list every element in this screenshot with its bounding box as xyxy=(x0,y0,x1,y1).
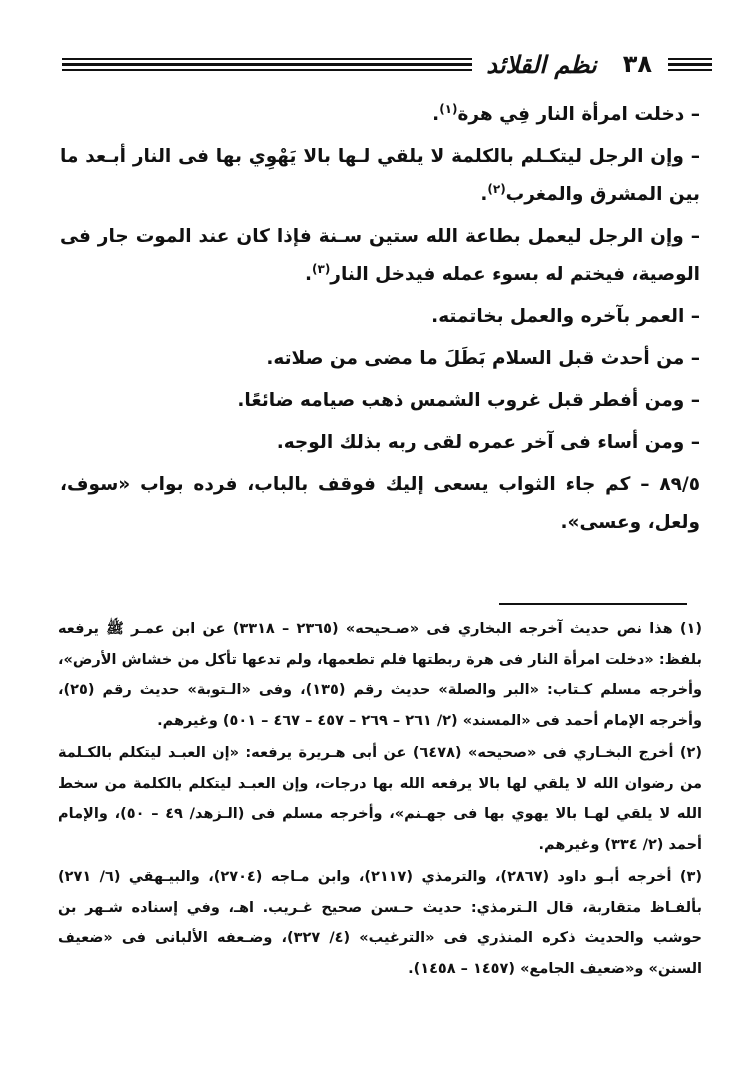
footnote-marker: (٢) xyxy=(487,181,506,196)
footnote-marker: (١) xyxy=(439,101,458,116)
footnote-3: (٣) أخرجه أبـو داود (٢٨٦٧)، والترمذي (٢١١٧)، وابن مـاجه (٢٧٠٤)، والبيـهقي (٦/ ٢٧١) بألفـاظ متقاربة، قال الـترمذي: حديث حـسن صحيح غـريب. اهـ، وفي إسناده شـهر بن حوشب والحديث ذكره المنذري فى «الترغيب» (٤/ ٣٢٧)، وضـعفه الألبانى فى «ضعيف السنن» و«ضعيف الجامع» (١٤٥٧ – ١٤٥٨). xyxy=(58,869,703,977)
text-line: – ومن أفطر قبل غروب الشمس ذهب صيامه ضائعًا. xyxy=(237,390,700,411)
saying-89-5: ٨٩/٥ – كم جاء الثواب يسعى إليك فوقف بالباب، فرده بواب «سوف، ولعل، وعسى». xyxy=(60,474,700,533)
header-rule-long xyxy=(62,58,472,71)
footnote-1: (١) هذا نص حديث آخرجه البخاري فى «صـحيحه» (٢٣٦٥ – ٣٣١٨) عن ابن عمـر ﷺ يرفعه بلفظ: «دخلت امرأة النار فى هرة ربطتها فلم تطعمها، ولم تدعها تأكل من خشاش الأرض»، وأخرجه مسلم كـتاب: «البر والصلة» حديث رقم (١٣٥)، وفى «الـتوبة» حديث رقم (٢٥)، وأخرجه الإمام أحمد فى «المسند» (٢/ ٢٦١ – ٢٦٩ – ٤٥٧ – ٤٦٧ – ٥٠١) وغيرهم. xyxy=(58,621,703,729)
page-header xyxy=(62,44,712,84)
text-line: – من أحدث قبل السلام بَطَلَ ما مضى من صلاته. xyxy=(266,348,700,369)
footnotes xyxy=(58,614,702,984)
text-line: – ومن أساء فى آخر عمره لقى ربه بذلك الوجه. xyxy=(276,432,700,453)
header-rule-short xyxy=(668,58,712,71)
footnote-marker: (٣) xyxy=(312,261,331,276)
text-line: – العمر بآخره والعمل بخاتمته. xyxy=(431,306,700,327)
footnote-separator xyxy=(499,603,687,605)
main-text xyxy=(60,96,700,542)
text-line: – وإن الرجل ليعمل بطاعة الله ستين سـنة فإذا كان عند الموت جار فى الوصية، فيختم له بسوء عمله فيدخل النار$^{(٣)}$. xyxy=(60,226,700,285)
text-line: – وإن الرجل ليتكـلم بالكلمة لا يلقي لـها بالا يَهْوِي بها فى النار أبـعد ما بين المشرق والمغرب$^{(٢)}$. xyxy=(60,146,700,205)
footnote-2: (٢) أخرج البخـاري فى «صحيحه» (٦٤٧٨) عن أبى هـريرة يرفعه: «إن العبـد ليتكلم بالكـلمة من رضوان الله لا يلقي لها بالا يرفعه الله بها درجات، وإن العبـد ليتكلم بالكلمة من سخط الله لا يلقي لهـا بالا يهوي بها فى جهـنم»، وأخرجه مسلم فى (الـزهد/ ٤٩ – ٥٠)، والإمام أحمد (٢/ ٣٣٤) وغيرهم. xyxy=(58,745,703,853)
page-number: ٣٨ xyxy=(622,50,652,78)
text-line: – دخلت امرأة النار فِي هرة$^{(١)}$. xyxy=(432,101,700,125)
running-title: نظم القلائد xyxy=(486,49,597,79)
